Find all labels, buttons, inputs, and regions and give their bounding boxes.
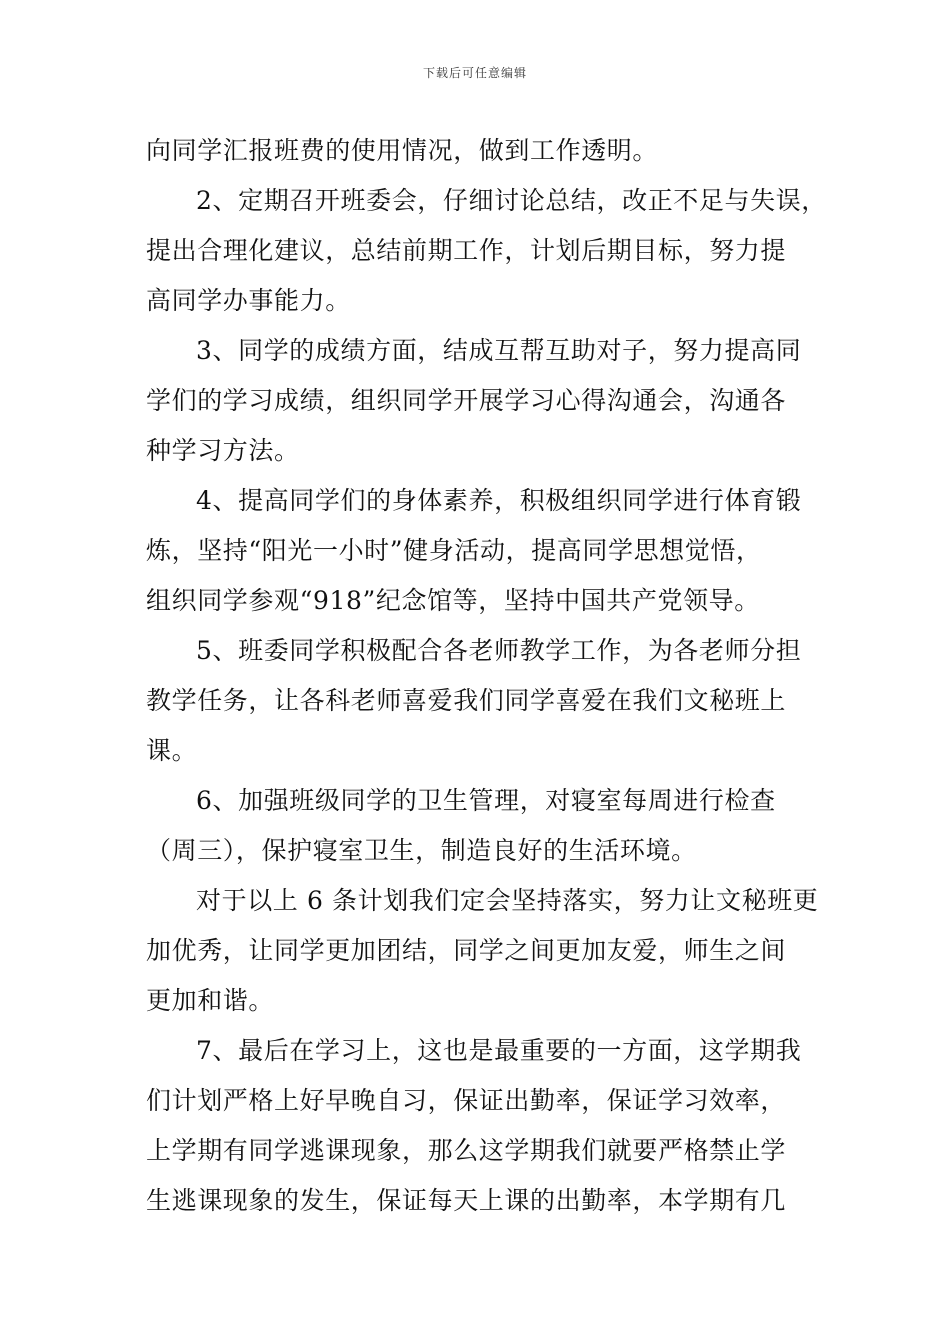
text-line: 7、最后在学习上，这也是最重要的一方面，这学期我 <box>196 1036 802 1065</box>
text-line: 组织同学参观“918”纪念馆等，坚持中国共产党领导。 <box>146 586 760 615</box>
text-line: 6、加强班级同学的卫生管理，对寝室每周进行检查 <box>196 786 776 815</box>
text-line: 5、班委同学积极配合各老师教学工作，为各老师分担 <box>196 636 802 665</box>
text-line: （周三），保护寝室卫生，制造良好的生活环境。 <box>146 836 697 865</box>
text-line: 上学期有同学逃课现象，那么这学期我们就要严格禁止学 <box>146 1136 787 1165</box>
text-line: 4、提高同学们的身体素养，积极组织同学进行体育锻 <box>196 486 802 515</box>
text-line: 炼，坚持“阳光一小时”健身活动，提高同学思想觉悟， <box>146 536 762 565</box>
text-line: 提出合理化建议，总结前期工作，计划后期目标，努力提 <box>146 236 787 265</box>
text-line: 种学习方法。 <box>146 436 300 465</box>
text-line: 们计划严格上好早晚自习，保证出勤率，保证学习效率， <box>146 1086 787 1115</box>
page-header: 下载后可任意编辑 <box>422 66 527 80</box>
text-line: 2、定期召开班委会，仔细讨论总结，改正不足与失误， <box>196 186 827 215</box>
text-line: 对于以上 6 条计划我们定会坚持落实，努力让文秘班更 <box>196 886 819 915</box>
text-line: 更加和谐。 <box>146 986 275 1015</box>
text-line: 向同学汇报班费的使用情况，做到工作透明。 <box>146 136 659 165</box>
text-line: 3、同学的成绩方面，结成互帮互助对子，努力提高同 <box>196 336 802 365</box>
text-line: 生逃课现象的发生，保证每天上课的出勤率，本学期有几 <box>146 1186 787 1215</box>
text-line: 教学任务，让各科老师喜爱我们同学喜爱在我们文秘班上 <box>146 686 787 715</box>
document-body <box>146 126 827 1226</box>
text-line: 高同学办事能力。 <box>146 286 351 315</box>
text-line: 课。 <box>146 736 198 765</box>
text-line: 学们的学习成绩，组织同学开展学习心得沟通会，沟通各 <box>146 386 787 415</box>
text-line: 加优秀，让同学更加团结，同学之间更加友爱，师生之间 <box>146 936 787 965</box>
